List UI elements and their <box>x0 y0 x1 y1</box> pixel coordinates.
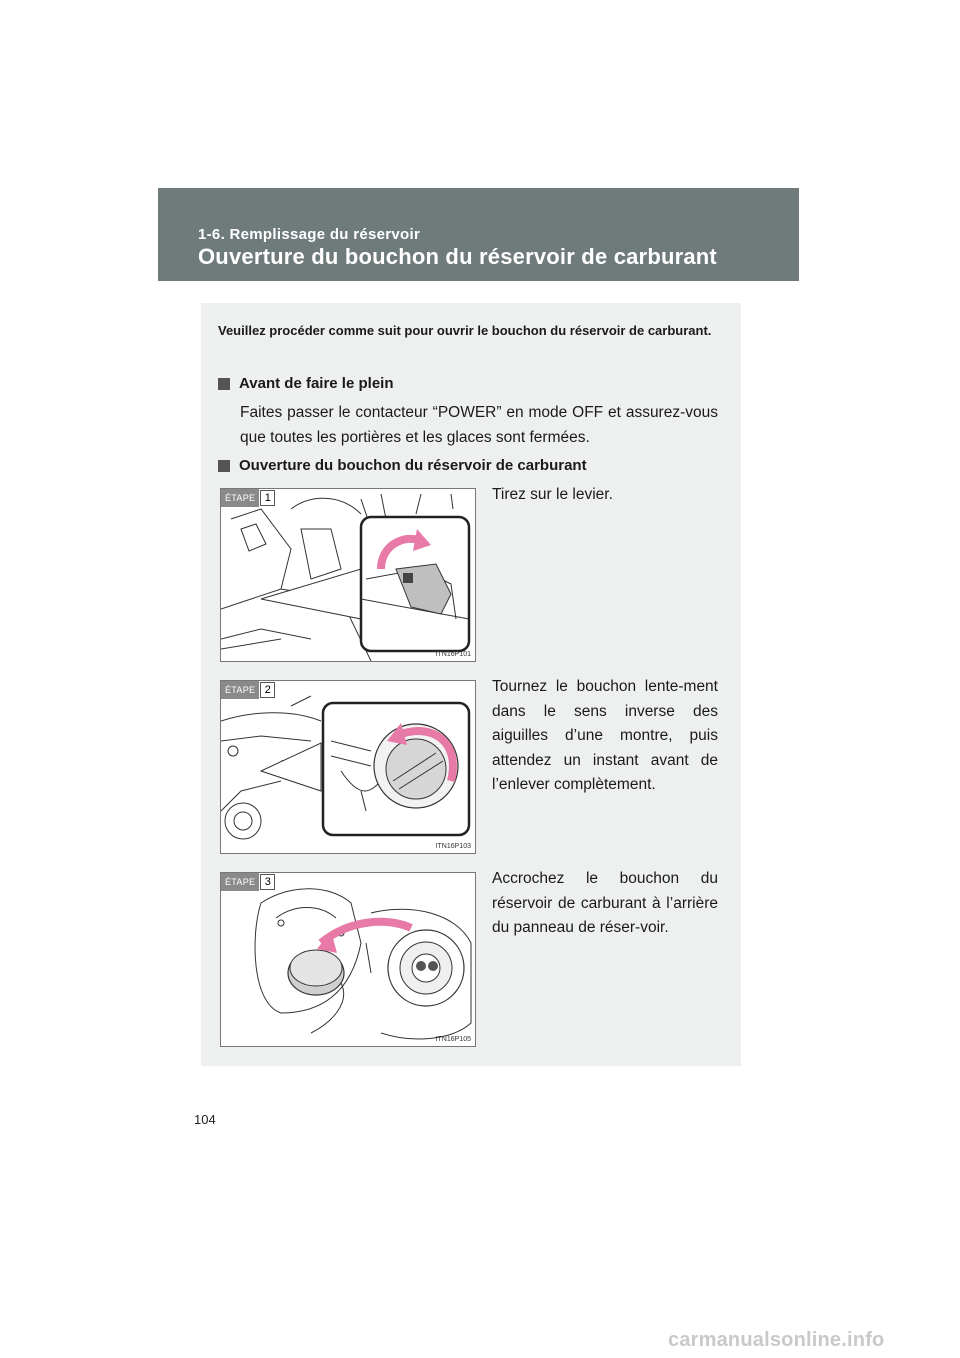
step-3-illustration <box>220 872 476 1047</box>
watermark: carmanualsonline.info <box>668 1329 885 1351</box>
step-3-label: ÉTAPE <box>221 873 259 891</box>
section-label: 1-6. Remplissage du réservoir <box>198 226 421 243</box>
cap-turn-illustration <box>221 681 475 853</box>
step-2-code: ITN16P103 <box>435 843 471 850</box>
step-1-code: ITN16P101 <box>435 651 471 658</box>
page-number: 104 <box>194 1112 216 1127</box>
step-3-code: ITN16P105 <box>435 1036 471 1043</box>
step-3-text: Accrochez le bouchon du réservoir de carburant à l’arrière du panneau de réser-voir. <box>492 870 718 936</box>
heading-opening-cap <box>218 457 587 474</box>
before-refuel-text: Faites passer le contacteur “POWER” en mode OFF et assurez-vous que toutes les portières et les glaces sont fermées. <box>240 404 718 446</box>
step-1-number: 1 <box>260 490 275 506</box>
heading-before-refuel-label: Avant de faire le plein <box>239 375 394 392</box>
step-2-label: ÉTAPE <box>221 681 259 699</box>
step-1-label: ÉTAPE <box>221 489 259 507</box>
step-2-text: Tournez le bouchon lente-ment dans le sens inverse des aiguilles d’une montre, puis attendez un instant avant de l’enlever complètement. <box>492 678 718 793</box>
heading-before-refuel <box>218 375 394 392</box>
heading-opening-cap-label: Ouverture du bouchon du réservoir de carburant <box>239 457 587 474</box>
cap-hang-illustration <box>221 873 475 1046</box>
step-1-badge <box>221 489 275 507</box>
step-2-illustration <box>220 680 476 854</box>
lever-illustration <box>221 489 475 661</box>
bullet-square-icon <box>218 460 230 472</box>
step-1-illustration <box>220 488 476 662</box>
step-1-text: Tirez sur le levier. <box>492 486 613 503</box>
step-3-number: 3 <box>260 874 275 890</box>
step-3-badge <box>221 873 275 891</box>
bullet-square-icon <box>218 378 230 390</box>
section-header <box>158 188 799 281</box>
step-2-number: 2 <box>260 682 275 698</box>
step-2-badge <box>221 681 275 699</box>
intro-text: Veuillez procéder comme suit pour ouvrir le bouchon du réservoir de carburant. <box>218 323 712 338</box>
page-title: Ouverture du bouchon du réservoir de carburant <box>198 244 717 269</box>
